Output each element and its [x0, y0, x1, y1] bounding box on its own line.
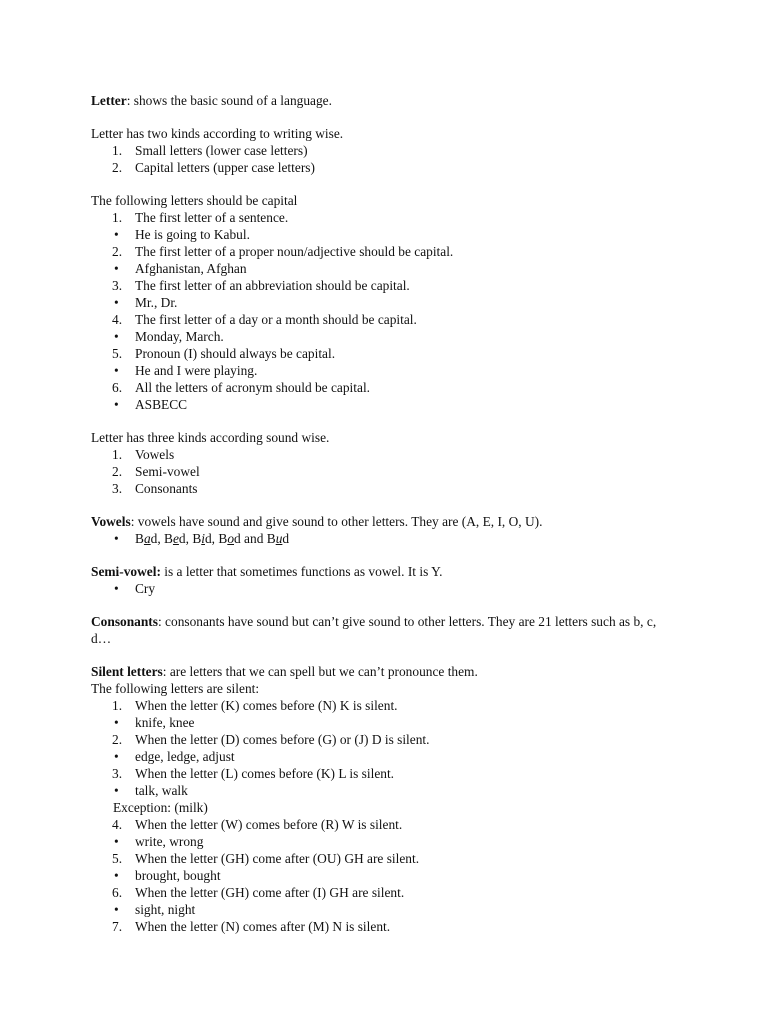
- bullet-icon: •: [114, 531, 119, 546]
- sound-intro: Letter has three kinds according sound wise.: [91, 430, 330, 445]
- example-item: • He and I were playing.: [114, 363, 258, 378]
- rule-item: 5. When the letter (GH) come after (OU) GH are silent.: [112, 851, 420, 866]
- term-vowels: Vowels: [91, 514, 131, 529]
- vowels-definition: Vowels: vowels have sound and give sound to other letters. They are (A, E, I, O, U).: [91, 514, 543, 529]
- bullet-icon: •: [114, 834, 119, 849]
- consonants-definition-cont: d…: [91, 631, 112, 646]
- definition-text: : shows the basic sound of a language.: [126, 93, 332, 108]
- example-item: • Monday, March.: [114, 329, 224, 344]
- underlined-vowel: u: [275, 531, 283, 546]
- term-silent-letters: Silent letters: [91, 664, 163, 679]
- rule-item: 2. When the letter (D) comes before (G) or (J) D is silent.: [112, 732, 430, 747]
- silent-rules-list: [91, 697, 691, 935]
- underlined-vowel: e: [172, 531, 179, 546]
- silent-intro: The following letters are silent:: [91, 681, 260, 696]
- term-semivowel: Semi-vowel:: [91, 564, 161, 579]
- underlined-vowel: a: [143, 531, 151, 546]
- rule-item: 3. When the letter (L) comes before (K) L is silent.: [112, 766, 395, 781]
- example-item: • Mr., Dr.: [114, 295, 178, 310]
- list-item: 2. Semi-vowel: [112, 464, 200, 479]
- example-item: • He is going to Kabul.: [114, 227, 250, 242]
- capital-intro: The following letters should be capital: [91, 193, 298, 208]
- example-item: • Afghanistan, Afghan: [114, 261, 247, 276]
- semivowel-definition: Semi-vowel: is a letter that sometimes functions as vowel. It is Y.: [91, 564, 443, 579]
- letter-definition: [91, 92, 691, 109]
- list-item: 1. Small letters (lower case letters): [112, 143, 308, 158]
- capital-rules-list: [91, 209, 691, 413]
- rule-item: 6. All the letters of acronym should be capital.: [112, 380, 371, 395]
- bullet-icon: •: [114, 295, 119, 310]
- bullet-icon: •: [114, 363, 119, 378]
- silent-definition: Silent letters: are letters that we can spell but we can’t pronounce them.: [91, 664, 478, 679]
- rule-item: 1. When the letter (K) comes before (N) K is silent.: [112, 698, 398, 713]
- rule-item: 5. Pronoun (I) should always be capital.: [112, 346, 336, 361]
- rule-item: 6. When the letter (GH) come after (I) GH are silent.: [112, 885, 405, 900]
- example-item: • knife, knee: [114, 715, 195, 730]
- bullet-icon: •: [114, 868, 119, 883]
- rule-item: 4. When the letter (W) comes before (R) W is silent.: [112, 817, 403, 832]
- example-item: • ASBECC: [114, 397, 188, 412]
- rule-item: 4. The first letter of a day or a month should be capital.: [112, 312, 417, 327]
- exception-note: Exception: (milk): [113, 800, 208, 815]
- bullet-icon: •: [114, 902, 119, 917]
- bullet-icon: •: [114, 581, 119, 596]
- list-item: 3. Consonants: [112, 481, 198, 496]
- bullet-icon: •: [114, 227, 119, 242]
- list-item: • Cry: [114, 581, 156, 596]
- example-item: • sight, night: [114, 902, 196, 917]
- example-item: • write, wrong: [114, 834, 204, 849]
- document-body: [91, 92, 691, 935]
- underlined-vowel: i: [201, 531, 205, 546]
- bullet-icon: •: [114, 329, 119, 344]
- bullet-icon: •: [114, 783, 119, 798]
- rule-item: 7. When the letter (N) comes after (M) N is silent.: [112, 919, 391, 934]
- rule-item: 2. The first letter of a proper noun/adjective should be capital.: [112, 244, 454, 259]
- rule-item: 3. The first letter of an abbreviation should be capital.: [112, 278, 410, 293]
- example-item: • edge, ledge, adjust: [114, 749, 235, 764]
- consonants-definition: Consonants: consonants have sound but can’t give sound to other letters. They are 21 letters such as b, c,: [91, 614, 657, 629]
- bullet-icon: •: [114, 397, 119, 412]
- rule-item: 1. The first letter of a sentence.: [112, 210, 289, 225]
- example-item: • talk, walk: [114, 783, 188, 798]
- bullet-icon: •: [114, 749, 119, 764]
- example-item: • brought, bought: [114, 868, 221, 883]
- term-consonants: Consonants: [91, 614, 158, 629]
- list-item: 1. Vowels: [112, 447, 175, 462]
- writing-intro: Letter has two kinds according to writing wise.: [91, 126, 344, 141]
- underlined-vowel: o: [227, 531, 235, 546]
- bullet-icon: •: [114, 715, 119, 730]
- list-item: 2. Capital letters (upper case letters): [112, 160, 315, 175]
- bullet-icon: •: [114, 261, 119, 276]
- vowel-examples: • Bad, Bed, Bid, Bod and Bud: [114, 531, 290, 546]
- term-letter: Letter: [91, 93, 127, 108]
